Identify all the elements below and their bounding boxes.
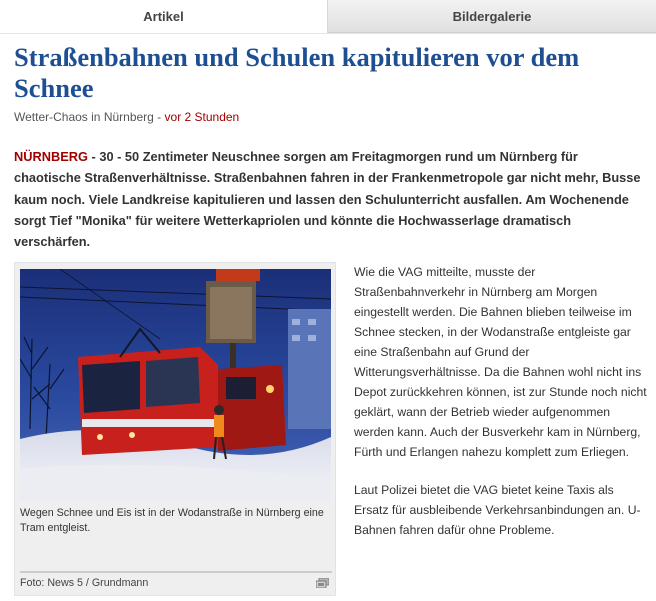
article-content bbox=[0, 33, 656, 601]
article-photo[interactable] bbox=[20, 269, 331, 501]
lead-text: - 30 - 50 Zentimeter Neuschnee sorgen am Freitagmorgen rund um Nürnberg für chaotische Straßenverhältnisse. Straßenbahnen fahren in der Frankenmetropole gar nicht mehr, Busse kaum noch. Viele Landkreise kapitulieren und lassen den Schulunterricht ausfallen. Am Wochenende sorgt Tief "Monika" für weitere Wetterkapriolen und könnte die Hochwasserlage dramatisch verschärfen. bbox=[14, 149, 641, 250]
body-paragraph: Wie die VAG mitteilte, musste der Straßenbahnverkehr in Nürnberg am Morgen eingestellt werden. Die Bahnen blieben teilweise im Schnee stecken, in der Wodanstraße entgleiste gar eine Straßenbahn auf Grund der Witterungsverhältnisse. Da die Bahnen wohl nicht ins Depot zurückkehren können, ist zur Stunde noch nicht geklärt, wann der Betrieb wieder aufgenommen werden kann. Auch der Busverkehr kam in Nürnberg, Fürth und Erlangen nahezu komplett zum Erliegen. bbox=[354, 265, 647, 459]
article-subline bbox=[14, 110, 239, 124]
tab-artikel[interactable]: Artikel bbox=[0, 0, 328, 33]
lead-location: NÜRNBERG bbox=[14, 149, 88, 164]
tab-bildergalerie[interactable]: Bildergalerie bbox=[328, 0, 656, 33]
tab-bar bbox=[0, 0, 656, 34]
article-lead bbox=[14, 146, 646, 252]
timestamp: vor 2 Stunden bbox=[164, 110, 240, 124]
photo-caption: Wegen Schnee und Eis ist in der Wodanstraße in Nürnberg eine Tram entgleist. bbox=[20, 507, 324, 534]
photo-figure bbox=[14, 262, 336, 596]
subline-separator: - bbox=[153, 110, 165, 124]
article-title: Straßenbahnen und Schulen kapitulieren vor dem Schnee bbox=[14, 42, 580, 103]
article-body bbox=[354, 262, 649, 558]
body-paragraph: Laut Polizei bietet die VAG bietet keine Taxis als Ersatz für ausbleibende Verkehrsanbindungen an. U-Bahnen fahren dafür ohne Probleme. bbox=[354, 483, 641, 537]
subline-text: Wetter-Chaos in Nürnberg bbox=[14, 110, 154, 124]
photo-credit-text: Foto: News 5 / Grundmann bbox=[20, 577, 149, 589]
photo-credit bbox=[20, 571, 332, 589]
gallery-icon[interactable] bbox=[316, 578, 329, 588]
